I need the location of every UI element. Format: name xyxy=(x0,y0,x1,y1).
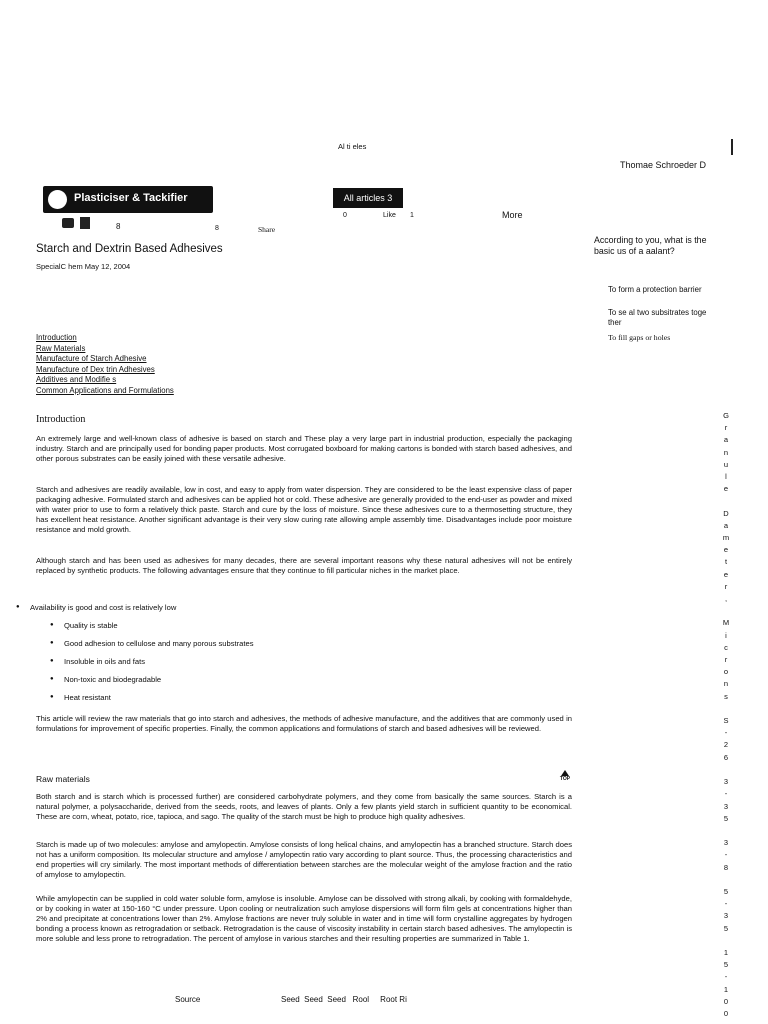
raw-materials-heading: Raw materials xyxy=(36,774,90,784)
vertical-char: l xyxy=(725,472,727,482)
introduction-heading: Introduction xyxy=(36,414,86,425)
vertical-char: 8 xyxy=(723,862,729,872)
vertical-char: 5 xyxy=(723,960,729,970)
vertical-char: 5 xyxy=(723,886,729,896)
bullet-item: ● Good adhesion to cellulose and many porous substrates xyxy=(64,639,254,648)
bullet-item: ● Availability is good and cost is relatively low xyxy=(30,603,176,612)
toc-starch-manufacture[interactable]: Manufacture of Starch Adhesive xyxy=(36,354,147,363)
vertical-char xyxy=(722,605,730,617)
vertical-char: r xyxy=(724,655,728,665)
raw-paragraph-2: Starch is made up of two molecules: amylose and amylopectin. Amylose consists of long helical chains, and amylopectin has a branched structure. Starch does not has a uniform composition. Its molecular structure and amylose / amylopectin ratio vary according to plant source. Thus, the processing characteristics and end properties will cry similarly. The most important methods of differentiation between starches are the molecular weight of the amylose fraction and the ratio of amylose to amylopectin. xyxy=(36,840,572,879)
poll-option-3[interactable]: To fill gaps or holes xyxy=(608,333,671,342)
vertical-char: a xyxy=(723,520,729,530)
vertical-char: G xyxy=(723,411,729,420)
vertical-char: r xyxy=(724,581,728,591)
raw-paragraph-1: Both starch and is starch which is processed further) are considered carbohydrate polymers, and they come from basically the same sources. Starch is a natural polymer, a polysaccharide, derived from the seeds, roots, and leaves of plants. Only a few plants yield starch in sufficient quantity to be economical. These are corn, wheat, potato, rice, tapioca, and sago. The quality of the starch must be high to produce high quality adhesives. xyxy=(36,792,572,821)
vertical-char: D xyxy=(723,508,729,518)
vertical-char: c xyxy=(724,642,728,652)
vertical-char xyxy=(722,703,730,715)
table-source-header: Source xyxy=(175,995,201,1004)
intro-paragraph-1: An extremely large and well-known class of adhesive is based on starch and These play a very large part in industrial production, especially the packaging industry. Starch and are principally used for bonding paper products. Most corrugated boxboard for making cartons is bonded with starch based adhesives, and other porous substrates can be easily joined with these versatile adhesive. xyxy=(36,434,572,463)
table-of-contents xyxy=(36,333,174,396)
vertical-char: S xyxy=(723,716,729,726)
logo-text: Plasticiser & Tackifier xyxy=(74,192,188,204)
vertical-sidebar-label xyxy=(722,410,730,1020)
like-count: 0 xyxy=(343,212,347,219)
scroll-marker xyxy=(731,139,733,155)
poll-question: According to you, what is the basic us of a aalant? xyxy=(594,235,707,256)
vertical-char: e xyxy=(723,545,729,555)
author-name[interactable]: Thomae Schroeder D xyxy=(620,160,707,170)
vertical-char: , xyxy=(724,594,728,604)
vertical-char: - xyxy=(724,789,728,799)
intro-paragraph-3: Although starch and has been used as adhesives for many decades, there are several important reasons why these natural adhesives will not be entirely replaced by synthetic products. The following advantages ensure that they continue to fill particular niches in the market place. xyxy=(36,556,572,575)
like-button[interactable]: Like xyxy=(383,212,396,219)
vertical-char xyxy=(722,935,730,947)
bullet-item: ● Heat resistant xyxy=(64,693,111,702)
vertical-char: u xyxy=(723,459,729,469)
toc-dextrin-manufacture[interactable]: Manufacture of Dex trin Adhesives xyxy=(36,364,155,374)
vertical-char: e xyxy=(723,484,729,494)
vertical-char: i xyxy=(725,630,727,640)
back-to-top-button[interactable] xyxy=(558,770,572,782)
vertical-char: 0 xyxy=(723,1008,729,1018)
bullet-item: ● Non-toxic and biodegradable xyxy=(64,675,161,684)
all-articles-top-link[interactable]: Al ti eles xyxy=(338,142,367,151)
vertical-char: 5 xyxy=(723,923,729,933)
save-icon[interactable] xyxy=(80,217,90,229)
vertical-char: s xyxy=(724,691,728,701)
vertical-char: m xyxy=(722,533,730,543)
site-logo[interactable] xyxy=(43,186,213,213)
vertical-char: 6 xyxy=(723,752,729,762)
vertical-char: 2 xyxy=(723,740,729,750)
vertical-char: o xyxy=(723,667,729,677)
vertical-char: 5 xyxy=(723,813,729,823)
bullet-item: ● Quality is stable xyxy=(64,621,118,630)
logo-icon xyxy=(48,190,67,209)
vertical-char: n xyxy=(723,679,729,689)
share-button[interactable]: Share xyxy=(258,225,276,234)
vertical-char xyxy=(722,874,730,886)
vertical-char: 0 xyxy=(723,996,729,1006)
vertical-char: 1 xyxy=(723,984,729,994)
vertical-char: e xyxy=(723,569,729,579)
vertical-char: - xyxy=(724,850,728,860)
toc-introduction[interactable]: Introduction xyxy=(36,333,77,342)
vertical-char xyxy=(722,495,730,507)
vertical-char: - xyxy=(724,899,728,909)
poll-option-1[interactable]: To form a protection barrier xyxy=(608,285,702,294)
vertical-char: 3 xyxy=(723,777,729,787)
vertical-char: a xyxy=(723,435,729,445)
intro-paragraph-4: This article will review the raw materials that go into starch and adhesives, the methods of adhesive manufacture, and the additives that are commonly used in formulations for improvement of specific properties. Finally, the common applications and formulations of starch and based adhesives will be reviewed. xyxy=(36,714,572,733)
poll-option-2[interactable]: To se al two subsitrates toge ther xyxy=(608,308,707,327)
vertical-char: M xyxy=(722,618,730,628)
vertical-char xyxy=(722,825,730,837)
vertical-char: - xyxy=(724,972,728,982)
toc-raw-materials[interactable]: Raw Materials xyxy=(36,343,86,353)
vertical-char: - xyxy=(724,728,728,738)
vertical-char: 3 xyxy=(723,911,729,921)
toc-additives[interactable]: Additives and Modifie s xyxy=(36,375,117,384)
article-byline: SpecialC hem May 12, 2004 xyxy=(36,262,131,271)
print-icon[interactable] xyxy=(62,218,74,228)
all-articles-button[interactable]: All articles 3 xyxy=(333,188,403,208)
vertical-char: r xyxy=(724,423,728,433)
vertical-char: 1 xyxy=(723,947,729,957)
article-title: Starch and Dextrin Based Adhesives xyxy=(36,243,223,255)
vertical-char xyxy=(722,764,730,776)
vertical-char: 3 xyxy=(723,801,729,811)
toc-applications[interactable]: Common Applications and Formulations xyxy=(36,385,174,395)
count-1: 8 xyxy=(116,222,121,231)
vertical-char: 3 xyxy=(723,838,729,848)
count-3: 1 xyxy=(410,212,414,219)
top-label: TOP xyxy=(559,776,571,782)
count-2: 8 xyxy=(215,225,219,232)
table-column-headers: Seed Seed Seed Rool Root Ri xyxy=(281,995,407,1004)
vertical-char: n xyxy=(723,447,729,457)
intro-paragraph-2: Starch and adhesives are readily available, low in cost, and easy to apply from water dispersion. They are considered to be the least expensive class of paper packaging adhesive. Formulated starch and adhesives can be applied hot or cold. These adhesive are generally provided to the end-user as powder and mixed with water prior to use to form a relatively thick paste. Starch and cure by the loss of moisture. Since these adhesives cure to a thermosetting structure, they has excellent heat resistance. Another significant advantage is their very slow curing rate allowing ample assembly time. Disadvantages include poor moisture resistance and mold growth. xyxy=(36,485,572,534)
bullet-item: ● Insoluble in oils and fats xyxy=(64,657,145,666)
more-button[interactable]: More xyxy=(502,210,523,220)
vertical-char: t xyxy=(724,557,728,567)
raw-paragraph-3: While amylopectin can be supplied in cold water soluble form, amylose is insoluble. Amylose can be dissolved with strong alkali, by cooking with formaldehyde, or by cooking in water at 150-160 °C under pressure. Upon cooling or neutralization such amylose dispersions will form film gels at concentrations higher than 2% and precipitate at concentrations lower than 2%. Amylose fractions are never truly soluble in water and in time will form crystalline aggregates by hydrogen bonding a process known as retrogradation or setback. Retrogradation is the cause of viscosity instability in certain starch based adhesives. The amylopectin is more soluble and less prone to retrogradation. The percent of amylose in various starches and their resulting properties are summarized in Table 1. xyxy=(36,894,572,943)
